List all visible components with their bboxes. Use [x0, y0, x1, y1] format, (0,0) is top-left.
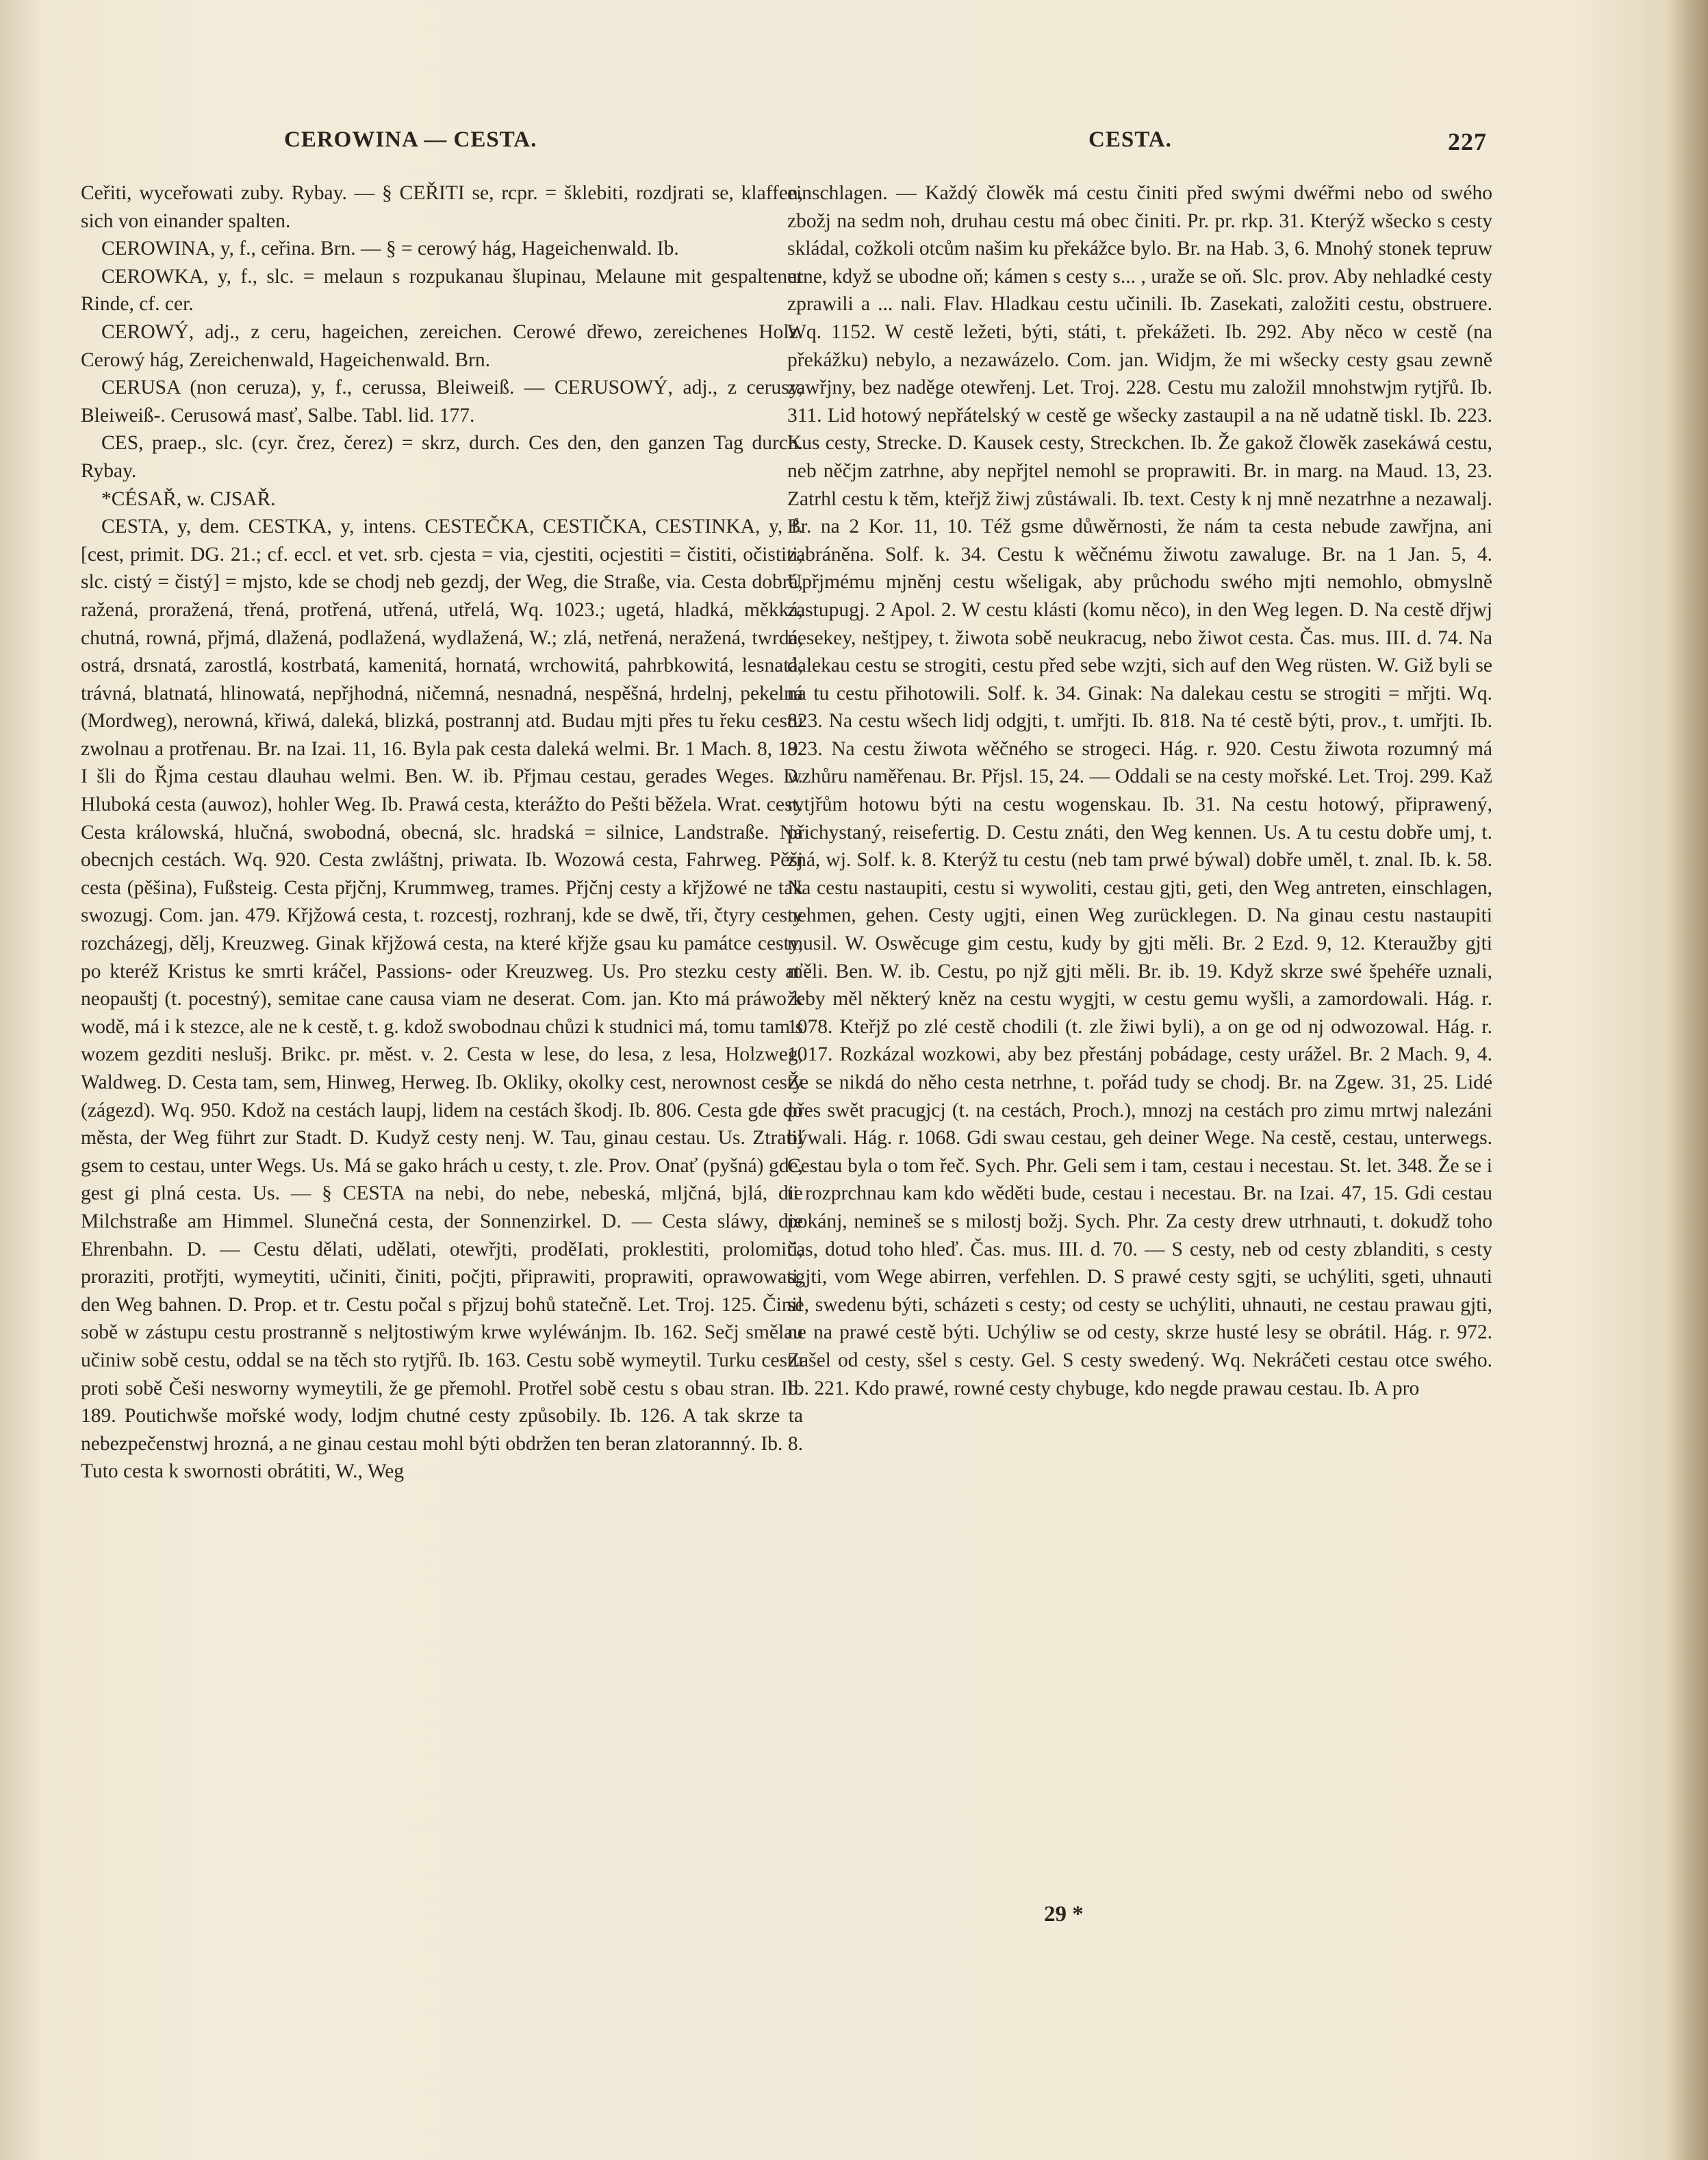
entry-paragraph: Ceřiti, wyceřowati zuby. Rybay. — § CEŘITI se, rcpr. = šklebiti, rozdjrati se, klaffen, sich von einander spalten. — [81, 182, 803, 232]
header-left-title: CEROWINA — CESTA. — [284, 127, 537, 152]
entry-paragraph: einschlagen. — Každý člowěk má cestu činiti před swými dwéřmi nebo od swého zbožj na sedm noh, druhau cestu má obec činiti. Pr. pr. rkp. 31. Kterýž wšecko s cesty skládal, cožkoli otcům našim ku překážce bylo. Br. na Hab. 3, 6. Mnohý stonek tepruw utne, když se ubodne oň; kámen s cesty s... , uraže se oň. Slc. prov. Aby nehladké cesty zprawili a ... nali. Flav. Hladkau cestu učinili. Ib. Zasekati, založiti cestu, obstruere. Wq. 1152. W cestě ležeti, býti, státi, t. překážeti. Ib. 292. Aby něco w cestě (na překážku) nebylo, a nezawázelo. Com. jan. Widjm, že mi wšecky cesty gsau zewně zawřjny, bez naděge otewřenj. Let. Troj. 228. Cestu mu založil mnohstwjm rytjřů. Ib. 311. Lid hotowý nepřátelský w cestě ge wšecky zastaupil a na ně udatně tiskl. Ib. 223. Kus cesty, Strecke. D. Kausek cesty, Streckchen. Ib. Že gakož člowěk zasekáwá cestu, neb něčjm zatrhne, aby nepřjtel nemohl se proprawiti. Br. in marg. na Maud. 13, 23. Zatrhl cestu k těm, kteřjž žiwj zůstáwali. Ib. text. Cesty k nj mně nezatrhne a nezawalj. Br. na 2 Kor. 11, 10. Též gsme důwěrnosti, že nám ta cesta nebude zawřjna, ani zabráněna. Solf. k. 34. Cestu k wěčnému žiwotu zawaluge. Br. na 1 Jan. 5, 4. Upřjmému mjněnj cestu wšeligak, aby průchodu swého mjti nemohlo, obmyslně zastupugj. 2 Apol. 2. W cestu klásti (komu něco), in den Weg legen. D. Na cestě dřjwj nesekey, neštjpey, t. žiwota sobě neukracug, nebo žiwot cesta. Čas. mus. III. d. 74. Na dalekau cestu se strogiti, cestu před sebe wzjti, sich auf den Weg rüsten. W. Giž byli se na tu cestu přihotowili. Solf. k. 34. Ginak: Na dalekau cestu se strogiti = mřjti. Wq. 823. Na cestu wšech lidj odgjti, t. umřjti. Ib. 818. Na té cestě býti, prov., t. umřjti. Ib. 823. Na cestu žiwota wěčného se strogeci. Hág. r. 920. Cestu žiwota rozumný má wzhůru naměřenau. Br. Přjsl. 15, 24. — Oddali se na cesty mořské. Let. Troj. 299. Kaž rytjřům hotowu býti na cestu wogenskau. Ib. 31. Na cestu hotowý, připrawený, přichystaný, reisefertig. D. Cestu znáti, den Weg kennen. Us. A tu cestu dobře umj, t. zná, wj. Solf. k. 8. Kterýž tu cestu (neb tam prwé býwal) dobře uměl, t. znal. Ib. k. 58. Na cestu nastaupiti, cestu si wywoliti, cestau gjti, geti, den Weg antreten, einschlagen, nehmen, gehen. Cesty ugjti, einen Weg zurücklegen. D. Na ginau cestu nastaupiti musil. W. Oswěcuge gim cestu, kudy by gjti měli. Br. 2 Ezd. 9, 12. Kteraužby gjti měli. Ben. W. ib. Cestu, po njž gjti měli. Br. ib. 19. Když skrze swé špehéře uznali, žeby měl některý kněz na cestu wygjti, w cestu gemu wyšli, a zamordowali. Hág. r. 1078. Kteřjž po zlé cestě chodili (t. zle žiwi byli), a on ge od nj odwozowal. Hág. r. 1017. Rozkázal wozkowi, aby bez přestánj pobádage, cesty urážel. Br. 2 Mach. 9, 4. Že se nikdá do něho cesta netrhne, t. pořád tudy se chodj. Br. na Zgew. 31, 25. Lidé přes swět pracugjcj (t. na cestách, Proch.), mnozj na cestách pro zimu mrtwj nalezáni býwali. Hág. r. 1068. Gdi swau cestau, geh deiner Wege. Na cestě, cestau, unterwegs. Cestau byla o tom řeč. Sych. Phr. Geli sem i tam, cestau i necestau. St. let. 348. Že se i ti rozprchnau kam kdo wěděti bude, cestau i necestau. Br. na Izai. 47, 15. Gdi cestau pokánj, nemineš se s milostj božj. Sych. Phr. Za cesty drew utrhnauti, t. dokudž toho čas, dotud toho hleď. Čas. mus. III. d. 70. — S cesty, neb od cesty zblanditi, s cesty sgjti, vom Wege abirren, verfehlen. D. S prawé cesty sgjti, se uchýliti, sgeti, uhnauti se, swedenu býti, scházeti s cesty; od cesty se uchýliti, uhnauti, ne cestau prawau gjti, ne na prawé cestě býti. Uchýliw se od cesty, skrze husté lesy se obrátil. Hág. r. 972. Zašel od cesty, sšel s cesty. Gel. S cesty swedený. Wq. Nekráčeti cestau otce swého. Ib. 221. Kdo prawé, rowné cesty chybuge, kdo negde prawau cestau. Ib. A pro — [787, 182, 1492, 1399]
right-column — [787, 179, 1492, 1402]
entry-paragraph: CEROWINA, y, f., ceřina. Brn. — § = cerowý hág, Hageichenwald. Ib. — [101, 238, 679, 260]
entry-paragraph: CEROWÝ, adj., z ceru, hageichen, zereichen. Cerowé dřewo, zereichenes Holz. Cerowý hág, Zereichenwald, Hageichenwald. Brn. — [81, 320, 803, 371]
signature-mark: 29 * — [1044, 1902, 1084, 1927]
left-column — [81, 179, 803, 1486]
entry-paragraph: *CÉSAŘ, w. CJSAŘ. — [101, 487, 276, 510]
running-header — [0, 122, 1708, 163]
header-right-title: CESTA. — [1088, 127, 1172, 152]
entry-paragraph: CERUSA (non ceruza), y, f., cerussa, Bleiweiß. — CERUSOWÝ, adj., z cerusy, Bleiweiß-. Cerusowá masť, Salbe. Tabl. lid. 177. — [81, 377, 803, 427]
entry-paragraph: CES, praep., slc. (cyr. črez, čerez) = skrz, durch. Ces den, den ganzen Tag durch. Rybay. — [81, 432, 803, 482]
entry-paragraph: CEROWKA, y, f., slc. = melaun s rozpukanau šlupinau, Melaune mit gespaltener Rinde, cf. cer. — [81, 265, 803, 316]
entry-paragraph: CESTA, y, dem. CESTKA, y, intens. CESTEČKA, CESTIČKA, CESTINKA, y, f. [cest, primit. DG. 21.; cf. eccl. et vet. srb. cjesta = via, cjestiti, ocjestiti = čistiti, očistiti, slc. cistý = čistý] = mjsto, kde se chodj neb gezdj, der Weg, die Straße, via. Cesta dobrá, ražená, proražená, třená, protřená, utřená, utřelá, Wq. 1023.; ugetá, hladká, měkká, chutná, rowná, přjmá, dlažená, podlažená, wydlažená, W.; zlá, netřená, neražená, twrdá, ostrá, drsnatá, zarostlá, kostrbatá, kamenitá, hornatá, wrchowitá, pahrbkowitá, lesnatá, trávná, blatnatá, hlinowatá, nepřjhodná, ničemná, nesnadná, nespěšná, hrdelnj, pekelná (Mordweg), nerowná, křiwá, daleká, blizká, postrannj atd. Budau mjti přes tu řeku cestu zwolnau a protřenau. Br. na Izai. 11, 16. Byla pak cesta daleká welmi. Br. 1 Mach. 8, 19. I šli do Řjma cestau dlauhau welmi. Ben. W. ib. Přjmau cestau, gerades Weges. D. Hluboká cesta (auwoz), hohler Weg. Ib. Prawá cesta, kterážto do Pešti běžela. Wrat. cest. Cesta králowská, hlučná, swobodná, obecná, slc. hradská = silnice, Landstraße. Na obecnjch cestách. Wq. 920. Cesta zwláštnj, priwata. Ib. Wozowá cesta, Fahrweg. Pěšj cesta (pěšina), Fußsteig. Cesta přjčnj, Krummweg, trames. Přjčnj cesty a křjžowé ne tak swozugj. Com. jan. 479. Křjžowá cesta, t. rozcestj, rozhranj, kde se dwě, tři, čtyry cesty rozcházegj, dělj, Kreuzweg. Ginak křjžowá cesta, na které křjže gsau ku památce cesty, po kteréž Kristus ke smrti kráčel, Passions- oder Kreuzweg. Us. Pro stezku cesty ať neopauštj (t. pocestný), semitae cane causa viam ne deserat. Com. jan. Kto má práwo k wodě, má i k stezce, ale ne k cestě, t. g. kdož swobodnau chůzi k studnici má, tomu tam s wozem gezditi neslušj. Brikc. pr. měst. v. 2. Cesta w lese, do lesa, z lesa, Holzweg, Waldweg. D. Cesta tam, sem, Hinweg, Herweg. Ib. Okliky, okolky cest, nerownost cesty (zágezd). Wq. 950. Kdož na cestách laupj, lidem na cestách škodj. Ib. 806. Cesta gde do města, der Weg führt zur Stadt. D. Kudyž cesty nenj. W. Tau, ginau cestau. Us. Ztratil gsem to cestau, unter Wegs. Us. Má se gako hrách u cesty, t. zle. Prov. Onať (pyšná) gde, gest gi plná cesta. Us. — § CESTA na nebi, do nebe, nebeská, mljčná, bjlá, die Milchstraße am Himmel. Slunečná cesta, der Sonnenzirkel. D. — Cesta sláwy, die Ehrenbahn. D. — Cestu dělati, udělati, otewřjti, proděIati, proklestiti, prolomiti, proraziti, protřjti, wymeytiti, učiniti, činiti, počjti, připrawiti, proprawiti, oprawowati, den Weg bahnen. D. Prop. et tr. Cestu počal s přjzuj bohů statečně. Let. Troj. 125. Činil sobě w zástupu cestu prostranně s neljtostiwým krwe wyléwánjm. Ib. 162. Sečj smělau učiniw sobě cestu, oddal se na těch sto rytjřů. Ib. 163. Cestu sobě wymeytil. Turku cestu proti sobě Češi nesworny wymeytili, že ge přemohl. Protřel sobě cestu s obau stran. Ib. 189. Poutichwše mořské wody, lodjm chutné cesty způsobily. Ib. 126. A tak skrze ta nebezpečenstwj hrozná, a ne ginau cestau mohl býti obdržen ten beran zlatorannný. Ib. 8. Tuto cesta k swornosti obrátiti, W., Weg — [81, 516, 803, 1483]
page-number: 227 — [1448, 128, 1487, 155]
